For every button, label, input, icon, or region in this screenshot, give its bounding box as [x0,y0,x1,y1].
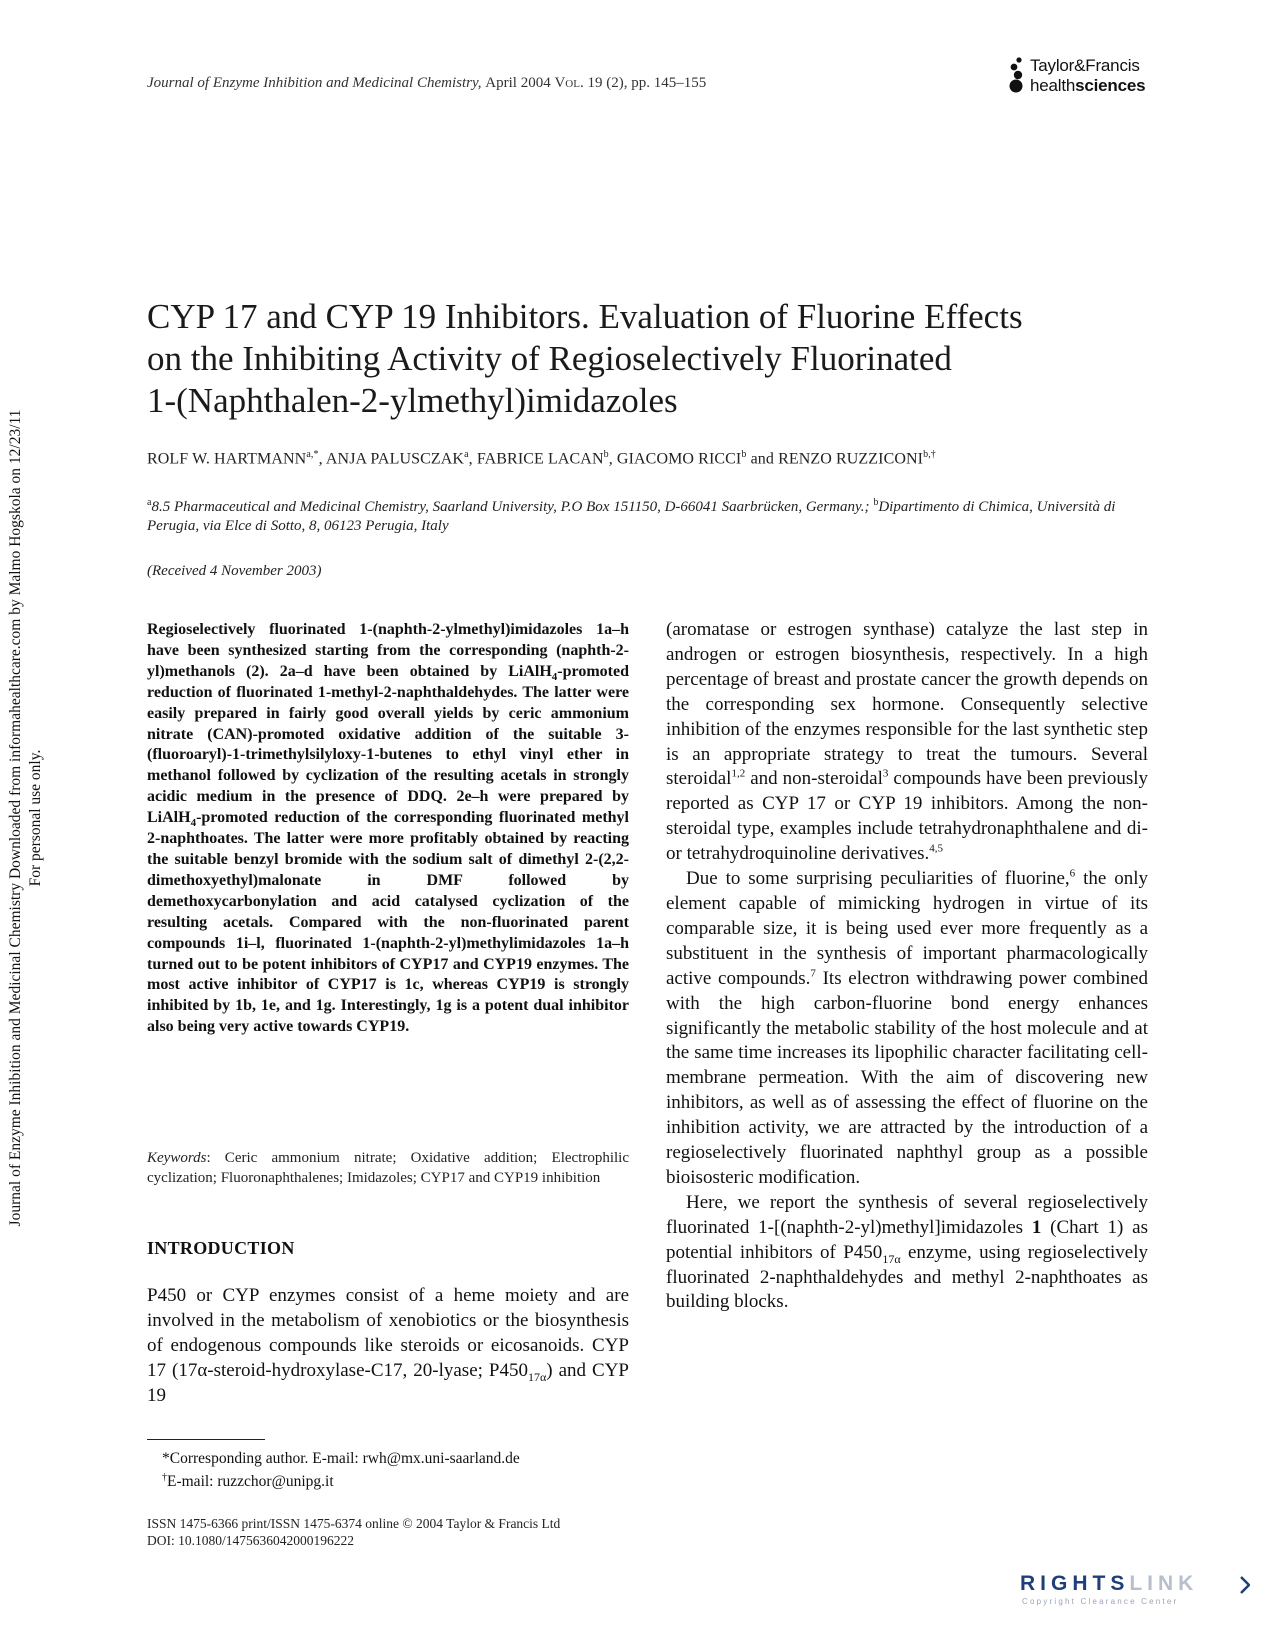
download-watermark [0,0,60,1651]
article-title [147,296,1157,422]
abstract-sub-1: 4 [551,671,558,683]
issn-doi [147,1515,647,1549]
intro-r1-text-c: compounds have been previously reported as CYP 17 or CYP 19 inhibitors. Among the non-steroidal type, examples include tetrahydronaphthalene and di- or tetrahydroquinoline derivatives. [666,768,1148,865]
footnote-email [162,1468,642,1491]
intro-p1-sub: 17α [527,1369,547,1384]
intro-r3-text-a: Here, we report the synthesis of several regioselectively fluorinated 1-[(naphth-2-yl)methyl]imidazoles [666,1191,1148,1238]
compound-1-label: 1 [1031,1216,1042,1238]
footnote-corresponding-author: *Corresponding author. E-mail: rwh@mx.uni-saarland.de [162,1450,520,1467]
publisher-division [1030,76,1145,96]
abstract-part-2: -promoted reduction of fluorinated 1-methyl-2-naphthaldehydes. The latter were easily prepared in fairly good overall yields by ceric ammonium nitrate (CAN)-promoted oxidative addition of the suitable 3-(fluoroaryl)-1-trimethylsilyloxy-1-butenes to ethyl vinyl ether in methanol followed by cyclization of the resulting acetals in strongly acidic medium in the presence of DDQ. 2e–h were prepared by LiAlH [147,662,629,827]
issn-line: ISSN 1475-6366 print/ISSN 1475-6374 online © 2004 Taylor & Francis Ltd [147,1516,561,1531]
affil-b-text: Dipartimento di Chimica, Università di Perugia, via Elce di Sotto, 8, 06123 Perugia, Italy [147,499,1116,534]
author-hartmann: ROLF W. HARTMANN [147,450,307,468]
publisher-logo [1005,54,1155,98]
doi-line: DOI: 10.1080/1475636042000196222 [147,1533,354,1548]
title-line-3: 1-(Naphthalen-2-ylmethyl)imidazoles [147,381,678,420]
intro-paragraph-1-cont [666,618,1148,867]
author-list [147,449,1157,468]
citation-3: 3 [882,768,889,781]
intro-p1-text-b: ) and CYP 19 [147,1359,629,1406]
author-palusczak-affil: a [464,449,469,460]
journal-name: Journal of Enzyme Inhibition and Medicinal Chemistry, [147,75,482,91]
author-ruzziconi: and RENZO RUZZICONI [746,450,924,468]
footnote-dagger: † [162,1472,167,1483]
rightslink-part-1: RIGHTS [1020,1572,1130,1595]
citation-7: 7 [810,967,816,980]
intro-paragraph-1 [147,1284,629,1409]
intro-r3-text-b: (Chart 1) as potential inhibitors of P450 [666,1216,1148,1263]
intro-left-column [147,1284,629,1409]
publisher-division-a: health [1030,76,1076,95]
abstract-part-1: Regioselectively fluorinated 1-(naphth-2-ylmethyl)imidazoles 1a–h have been synthesized starting from the corresponding (naphth-2-yl)methanols (2). 2a–d have been obtained by LiAlH [147,621,629,680]
journal-header [147,75,706,92]
rightslink-tagline: Copyright Clearance Center [1022,1597,1179,1606]
footnotes [162,1449,642,1491]
abstract-sub-2: 4 [190,817,197,830]
affil-a-text: 8.5 Pharmaceutical and Medicinal Chemistry, Saarland University, P.O Box 151150, D-66041 Saarbrücken, Germany.; [151,499,874,515]
watermark-line-2: For personal use only. [27,749,44,887]
intro-r3-sub: 17α [882,1251,901,1266]
intro-r1-text-b: and non-steroidal [745,768,883,790]
issue-date: April 2004 [485,75,551,91]
author-palusczak: , ANJA PALUSCZAK [318,450,465,468]
intro-p1-text-a: P450 or CYP enzymes consist of a heme moiety and are involved in the metabolism of xenobiotics or the biosynthesis of endogenous compounds like steroids or eicosanoids. CYP 17 (17α-steroid-hydroxylase-C17, 20-lyase; P450 [147,1285,629,1381]
citation-4-5: 4,5 [929,842,944,855]
citation-6: 6 [1069,867,1076,880]
rightslink-wordmark [1020,1572,1198,1596]
author-lacan: , FABRICE LACAN [468,450,604,468]
keywords [147,1149,629,1188]
author-hartmann-affil: a,* [306,449,319,460]
publisher-division-b: sciences [1075,76,1146,95]
intro-r1-text-a: (aromatase or estrogen synthase) catalyze the last step in androgen or estrogen biosynthesis, respectively. In a high percentage of breast and prostate cancer the growth depends on the corresponding sex hormone. Consequently selective inhibition of the enzymes responsible for the last synthetic step is an appropriate strategy to treat the tumours. Several steroidal [666,619,1148,790]
abstract-part-3: -promoted reduction of the corresponding fluorinated methyl 2-naphthoates. The latter were more profitably obtained by reacting the suitable benzyl bromide with the sodium salt of dimethyl 2-(2,2-dimethoxyethyl)malonate in DMF followed by demethoxycarbonylation and acid catalysed cyclization of the resulting acetals. Compared with the non-fluorinated parent compounds 1i–l, fluorinated 1-(naphth-2-yl)methylimidazoles 1a–h turned out to be potent inhibitors of CYP17 and CYP19 enzymes. The most active inhibitor of CYP17 is 1c, whereas CYP19 is strongly inhibited by 1b, 1e, and 1g. Interestingly, 1g is a potent dual inhibitor also being very active towards CYP19. [147,809,629,1036]
author-lacan-affil: b [603,449,609,460]
volume-info: 19 (2), pp. 145–155 [587,75,707,91]
watermark-line-1: Journal of Enzyme Inhibition and Medicinal Chemistry Downloaded from informahealthcare.com by Malmo Hogskola on 12/23/11 [7,409,24,1227]
rightslink-part-2: LINK [1129,1572,1199,1595]
publisher-name: Taylor&Francis [1030,56,1140,75]
chevron-right-icon [1240,1576,1250,1594]
section-heading-introduction: INTRODUCTION [147,1238,295,1258]
intro-right-column [666,618,1148,1315]
affiliations [147,493,1157,536]
affil-b-mark: b [873,497,879,508]
intro-r2-text-c: Its electron withdrawing power combined with the high carbon-fluorine bond energy enhances significantly the metabolic stability of the host molecule and at the same time increases its lipophilic character facilitating cell-membrane permeation. With the aim of discovering new inhibitors, as well as of assessing the effect of fluorine on the inhibition activity, we are attracted by the introduction of a regioselectively fluorinated naphthyl group as a possible bioisosteric modification. [666,967,1148,1188]
intro-paragraph-2 [666,867,1148,1191]
footnote-divider [147,1439,265,1440]
citation-1-2: 1,2 [731,768,746,781]
keywords-text: : Ceric ammonium nitrate; Oxidative addition; Electrophilic cyclization; Fluoronaphthalenes; Imidazoles; CYP17 and CYP19 inhibition [147,1150,629,1186]
received-date: (Received 4 November 2003) [147,563,322,579]
footnote-email-text: E-mail: ruzzchor@unipg.it [167,1473,334,1491]
rightslink-logo[interactable] [1020,1572,1250,1614]
keywords-label: Keywords [147,1150,207,1166]
publisher-dots-icon [1005,56,1027,96]
intro-paragraph-3 [666,1191,1148,1316]
intro-r3-text-c: enzyme, using regioselectively fluorinated 2-naphthaldehydes and methyl 2-naphthoates as building blocks. [666,1241,1148,1313]
title-line-2: on the Inhibiting Activity of Regioselectively Fluorinated [147,339,952,378]
intro-r2-text-b: the only element capable of mimicking hydrogen in virtue of its comparable size, it is being used ever more frequently as a substituent in the synthesis of important pharmacologically active compounds. [666,868,1148,989]
abstract [147,620,629,1038]
author-ricci-affil: b [741,449,747,460]
volume-label: Vol. [554,75,584,91]
author-ricci: , GIACOMO RICCI [608,450,742,468]
title-line-1: CYP 17 and CYP 19 Inhibitors. Evaluation of Fluorine Effects [147,297,1023,336]
intro-r2-text-a: Due to some surprising peculiarities of fluorine, [686,868,1070,890]
affil-a-mark: a [147,497,152,508]
author-ruzziconi-affil: b,† [923,449,936,460]
